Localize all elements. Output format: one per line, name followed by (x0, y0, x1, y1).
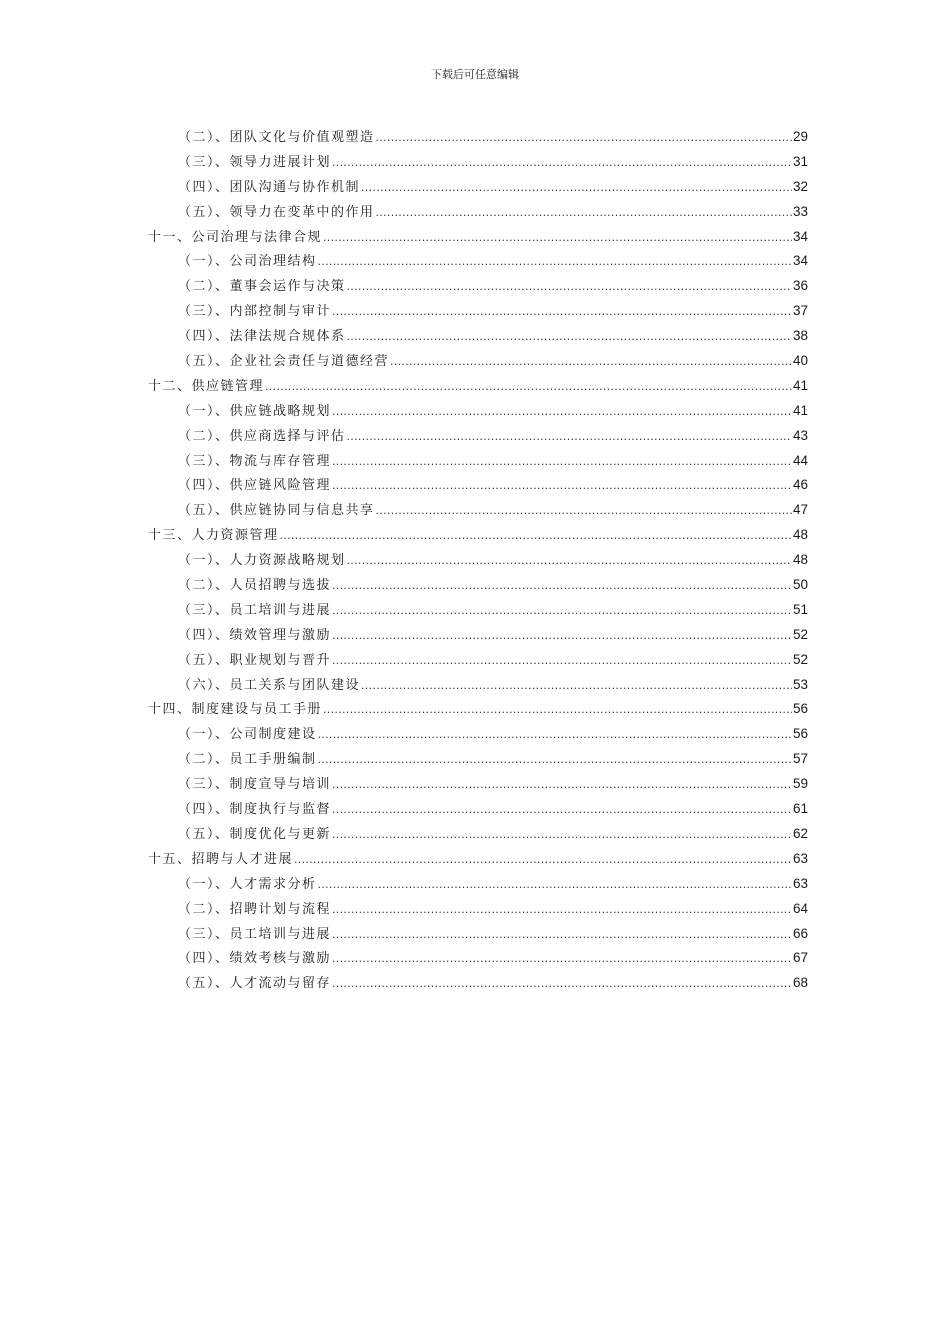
toc-entry-title: （五）、领导力在变革中的作用 (178, 204, 375, 220)
toc-dot-leader (332, 972, 792, 997)
toc-section-entry[interactable] (148, 399, 808, 424)
toc-dot-leader (318, 723, 792, 748)
toc-entry-title: （三）、物流与库存管理 (178, 453, 332, 469)
toc-entry-title: （二）、招聘计划与流程 (178, 901, 332, 917)
toc-entry-title: （二）、董事会运作与决策 (178, 279, 346, 295)
toc-section-entry[interactable] (148, 822, 808, 847)
toc-dot-leader (347, 325, 792, 350)
toc-entry-title: 十一、公司治理与法律合规 (148, 229, 323, 245)
toc-entry-title: （二）、人员招聘与选拔 (178, 578, 332, 594)
toc-page-number: 41 (792, 402, 808, 418)
toc-entry-title: （四）、绩效管理与激励 (178, 627, 332, 643)
toc-dot-leader (347, 425, 792, 450)
toc-dot-leader (347, 549, 792, 574)
toc-dot-leader (347, 275, 792, 300)
toc-chapter-entry[interactable] (148, 374, 808, 399)
toc-section-entry[interactable] (148, 299, 808, 324)
toc-dot-leader (318, 748, 792, 773)
toc-dot-leader (376, 126, 792, 151)
toc-section-entry[interactable] (148, 175, 808, 200)
toc-page-number: 29 (792, 129, 808, 144)
page-header: 下载后可任意编辑 (431, 68, 519, 81)
toc-page-number: 52 (792, 626, 808, 642)
toc-section-entry[interactable] (148, 797, 808, 822)
toc-section-entry[interactable] (148, 897, 808, 922)
toc-page-number: 40 (792, 353, 808, 369)
toc-page-number: 52 (792, 651, 808, 667)
toc-dot-leader (265, 375, 792, 400)
toc-page-number: 53 (792, 676, 808, 692)
toc-section-entry[interactable] (148, 971, 808, 996)
toc-entry-title: （五）、企业社会责任与道德经营 (178, 354, 390, 370)
toc-dot-leader (318, 250, 792, 275)
toc-entry-title: （三）、员工培训与进展 (178, 602, 332, 618)
toc-dot-leader (332, 400, 792, 425)
toc-entry-title: （一）、公司治理结构 (178, 254, 317, 270)
toc-chapter-entry[interactable] (148, 847, 808, 872)
toc-entry-title: （五）、职业规划与晋升 (178, 652, 332, 668)
toc-entry-title: （四）、法律法规合规体系 (178, 329, 346, 345)
toc-page-number: 59 (792, 776, 808, 792)
toc-dot-leader (323, 698, 792, 723)
toc-page-number: 57 (792, 751, 808, 767)
toc-dot-leader (318, 873, 792, 898)
toc-dot-leader (280, 524, 792, 549)
toc-section-entry[interactable] (148, 772, 808, 797)
toc-page-number: 50 (792, 577, 808, 593)
toc-entry-title: （四）、制度执行与监督 (178, 802, 332, 818)
toc-page-number: 51 (792, 601, 808, 617)
toc-dot-leader (332, 450, 792, 475)
toc-entry-title: （四）、团队沟通与协作机制 (178, 179, 361, 195)
toc-section-entry[interactable] (148, 125, 808, 150)
toc-entry-title: （五）、人才流动与留存 (178, 976, 332, 992)
toc-entry-title: （六）、员工关系与团队建设 (178, 677, 361, 693)
toc-page-number: 34 (792, 228, 808, 244)
toc-entry-title: （五）、供应链协同与信息共享 (178, 503, 375, 519)
toc-page-number: 61 (792, 801, 808, 817)
toc-entry-title: （一）、公司制度建设 (178, 727, 317, 743)
toc-chapter-entry[interactable] (148, 523, 808, 548)
toc-dot-leader (332, 151, 792, 176)
toc-dot-leader (332, 574, 792, 599)
toc-entry-title: （一）、人力资源战略规划 (178, 553, 346, 569)
toc-dot-leader (294, 848, 792, 873)
toc-dot-leader (323, 226, 792, 251)
toc-page-number: 41 (792, 377, 808, 393)
toc-dot-leader (361, 674, 792, 699)
toc-page-number: 36 (792, 278, 808, 294)
table-of-contents (148, 125, 808, 996)
toc-page-number: 43 (792, 427, 808, 443)
toc-page-number: 64 (792, 900, 808, 916)
toc-page-number: 67 (792, 950, 808, 966)
toc-section-entry[interactable] (148, 747, 808, 772)
toc-chapter-entry[interactable] (148, 697, 808, 722)
toc-section-entry[interactable] (148, 324, 808, 349)
toc-page-number: 63 (792, 875, 808, 891)
toc-page-number: 31 (792, 153, 808, 169)
toc-dot-leader (332, 624, 792, 649)
toc-dot-leader (332, 599, 792, 624)
toc-page-number: 63 (792, 850, 808, 866)
toc-page-number: 38 (792, 328, 808, 344)
toc-section-entry[interactable] (148, 424, 808, 449)
toc-page-number: 48 (792, 527, 808, 543)
toc-entry-title: （一）、供应链战略规划 (178, 403, 332, 419)
toc-entry-title: 十四、制度建设与员工手册 (148, 702, 323, 718)
toc-entry-title: 十二、供应链管理 (148, 378, 265, 394)
toc-entry-title: 十三、人力资源管理 (148, 528, 279, 544)
toc-section-entry[interactable] (148, 449, 808, 474)
toc-dot-leader (390, 350, 792, 375)
toc-entry-title: （三）、领导力进展计划 (178, 154, 332, 170)
toc-dot-leader (376, 201, 792, 226)
toc-section-entry[interactable] (148, 150, 808, 175)
toc-section-entry[interactable] (148, 573, 808, 598)
toc-section-entry[interactable] (148, 922, 808, 947)
toc-section-entry[interactable] (148, 498, 808, 523)
toc-entry-title: （三）、员工培训与进展 (178, 926, 332, 942)
toc-section-entry[interactable] (148, 249, 808, 274)
toc-entry-title: （五）、制度优化与更新 (178, 826, 332, 842)
toc-page-number: 68 (792, 975, 808, 991)
toc-entry-title: （一）、人才需求分析 (178, 876, 317, 892)
toc-page-number: 32 (792, 178, 808, 194)
toc-dot-leader (332, 773, 792, 798)
toc-section-entry[interactable] (148, 946, 808, 971)
toc-dot-leader (332, 798, 792, 823)
toc-page-number: 33 (792, 203, 808, 219)
toc-page-number: 48 (792, 552, 808, 568)
toc-page-number: 37 (792, 303, 808, 319)
toc-section-entry[interactable] (148, 673, 808, 698)
toc-page-number: 46 (792, 477, 808, 493)
toc-section-entry[interactable] (148, 722, 808, 747)
toc-entry-title: （二）、供应商选择与评估 (178, 428, 346, 444)
toc-section-entry[interactable] (148, 349, 808, 374)
toc-page-number: 66 (792, 925, 808, 941)
toc-page-number: 56 (792, 726, 808, 742)
toc-page-number: 44 (792, 452, 808, 468)
toc-dot-leader (332, 474, 792, 499)
toc-entry-title: （四）、供应链风险管理 (178, 478, 332, 494)
toc-section-entry[interactable] (148, 200, 808, 225)
toc-page-number: 34 (792, 253, 808, 269)
toc-entry-title: （三）、制度宣导与培训 (178, 777, 332, 793)
toc-entry-title: 十五、招聘与人才进展 (148, 851, 294, 867)
toc-dot-leader (332, 823, 792, 848)
toc-entry-title: （二）、员工手册编制 (178, 752, 317, 768)
toc-page-number: 47 (792, 502, 808, 518)
toc-section-entry[interactable] (148, 548, 808, 573)
toc-dot-leader (332, 649, 792, 674)
toc-section-entry[interactable] (148, 473, 808, 498)
toc-dot-leader (332, 300, 792, 325)
toc-section-entry[interactable] (148, 872, 808, 897)
toc-section-entry[interactable] (148, 274, 808, 299)
toc-dot-leader (332, 947, 792, 972)
toc-entry-title: （二）、团队文化与价值观塑造 (178, 130, 375, 145)
toc-page-number: 56 (792, 701, 808, 717)
toc-section-entry[interactable] (148, 648, 808, 673)
toc-section-entry[interactable] (148, 598, 808, 623)
toc-entry-title: （三）、内部控制与审计 (178, 304, 332, 320)
toc-section-entry[interactable] (148, 623, 808, 648)
toc-entry-title: （四）、绩效考核与激励 (178, 951, 332, 967)
toc-dot-leader (376, 499, 792, 524)
toc-page-number: 62 (792, 825, 808, 841)
toc-chapter-entry[interactable] (148, 225, 808, 250)
toc-dot-leader (361, 176, 792, 201)
toc-dot-leader (332, 898, 792, 923)
toc-dot-leader (332, 923, 792, 948)
